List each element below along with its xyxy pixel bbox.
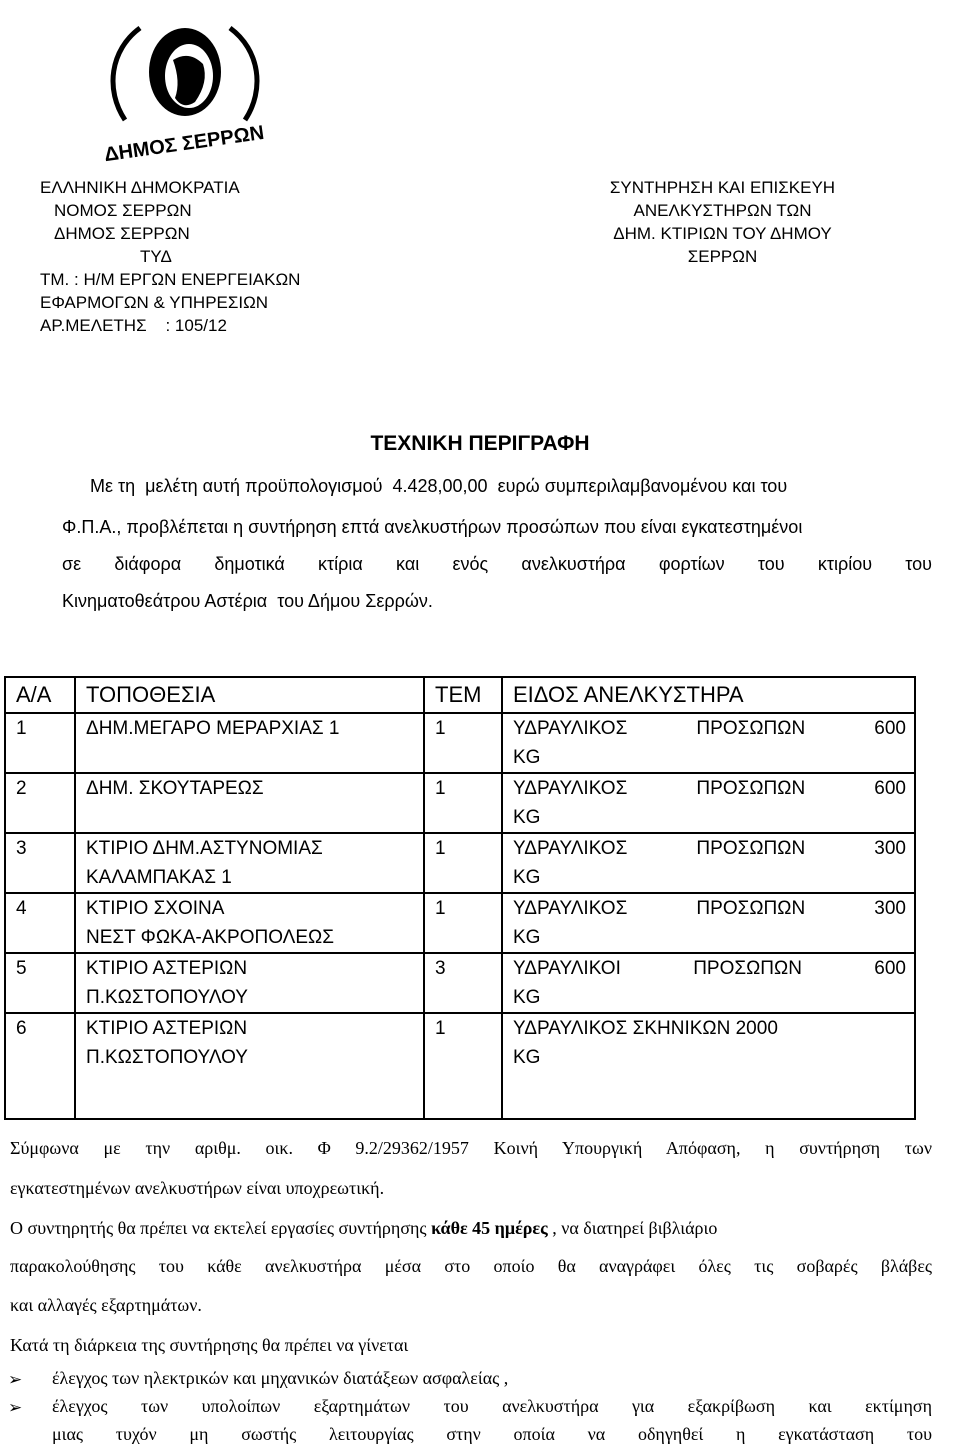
cell-quantity: 1 (424, 713, 502, 773)
cell-aa: 3 (5, 833, 75, 893)
table-row (5, 953, 915, 1013)
bullet-text: έλεγχος των υπολοίπων εξαρτημάτων του ανελκυστήρα για εξακρίβωση και εκτίμηση (52, 1396, 932, 1416)
cell-location (75, 893, 424, 953)
header-right-line: ΔΗΜ. ΚΤΙΡΙΩΝ ΤΟΥ ΔΗΜΟΥ (613, 224, 832, 243)
type-capacity: 300 (874, 898, 906, 919)
type-capacity: 300 (874, 838, 906, 859)
type-kind: ΥΔΡΑΥΛΙΚΟΣ (513, 898, 628, 919)
type-unit: KG (513, 807, 541, 828)
maintenance-paragraph-line: παρακολούθησης του κάθε ανελκυστήρα μέσα στο οποίο θα αναγράφει όλες τις σοβαρές βλάβες (10, 1256, 932, 1276)
col-header-quantity: ΤΕΜ (424, 677, 502, 713)
type-unit: KG (513, 867, 541, 888)
table-header-row (5, 677, 915, 713)
cell-type (502, 773, 915, 833)
elevators-table (4, 676, 916, 1120)
cell-quantity: 1 (424, 773, 502, 833)
header-right (580, 176, 865, 268)
logo-text: ΔΗΜΟΣ ΣΕΡΡΩΝ (102, 121, 266, 167)
type-capacity: 600 (874, 718, 906, 739)
legal-paragraph-line: εγκατεστημένων ανελκυστήρων είναι υποχρεωτική. (10, 1178, 385, 1198)
intro-line: Με τη μελέτη αυτή προϋπολογισμού 4.428,00,00 ευρώ συμπεριλαμβανομένου και του (90, 476, 788, 496)
header-left-line: ΕΛΛΗΝΙΚΗ ΔΗΜΟΚΡΑΤΙΑ (40, 178, 240, 197)
type-kind: ΥΔΡΑΥΛΙΚΟΣ (513, 718, 628, 739)
type-unit: KG (513, 747, 541, 768)
cell-location (75, 713, 424, 773)
cell-type (502, 713, 915, 773)
cell-quantity: 3 (424, 953, 502, 1013)
location-line: ΔΗΜ.ΜΕΓΑΡΟ ΜΕΡΑΡΧΙΑΣ 1 (86, 718, 340, 739)
intro-line: σε διάφορα δημοτικά κτίρια και ενός ανελκυστήρα φορτίων του κτιρίου του (62, 554, 932, 574)
type-use: ΠΡΟΣΩΠΩΝ (693, 958, 802, 979)
arrow-bullet-icon: ➢ (8, 1398, 23, 1418)
header-left-line: ΤΜ. : Η/Μ ΕΡΓΩΝ ΕΝΕΡΓΕΙΑΚΩΝ (40, 270, 301, 289)
header-right-line: ΣΥΝΤΗΡΗΣΗ ΚΑΙ ΕΠΙΣΚΕΥΗ (609, 178, 836, 197)
location-line: ΚΤΙΡΙΟ ΔΗΜ.ΑΣΤΥΝΟΜΙΑΣ (86, 838, 323, 859)
type-unit: KG (513, 1047, 541, 1068)
cell-aa: 2 (5, 773, 75, 833)
table-row (5, 833, 915, 893)
type-kind: ΥΔΡΑΥΛΙΚΟΙ (513, 958, 621, 979)
header-left-line: ΑΡ.ΜΕΛΕΤΗΣ : 105/12 (40, 316, 227, 335)
type-use: ΠΡΟΣΩΠΩΝ (696, 898, 806, 919)
cell-type (502, 893, 915, 953)
cell-location (75, 833, 424, 893)
maintenance-paragraph-line (10, 1218, 932, 1239)
location-line: Π.ΚΩΣΤΟΠΟΥΛΟΥ (86, 987, 248, 1008)
cell-quantity: 1 (424, 893, 502, 953)
location-line: ΚΤΙΡΙΟ ΑΣΤΕΡΙΩΝ (86, 958, 248, 979)
type-use: ΠΡΟΣΩΠΩΝ (696, 778, 806, 799)
type-kind: ΥΔΡΑΥΛΙΚΟΣ ΣΚΗΝΙΚΩΝ 2000 (513, 1018, 778, 1039)
maintenance-paragraph-line: και αλλαγές εξαρτημάτων. (10, 1295, 202, 1315)
page-title: ΤΕΧΝΙΚΗ ΠΕΡΙΓΡΑΦΗ (370, 432, 590, 455)
bullet-text: μιας τυχόν μη σωστής λειτουργίας στην οποία να οδηγηθεί η εγκατάσταση του (52, 1424, 932, 1444)
cell-aa: 5 (5, 953, 75, 1013)
arrow-bullet-icon: ➢ (8, 1370, 23, 1390)
location-line: ΚΤΙΡΙΟ ΑΣΤΕΡΙΩΝ (86, 1018, 248, 1039)
header-left-line: ΤΥΔ (140, 247, 172, 266)
cell-quantity: 1 (424, 1013, 502, 1119)
maintenance-text: , να διατηρεί βιβλιάριο (547, 1218, 718, 1238)
header-left (40, 176, 300, 337)
header-right-line: ΑΝΕΛΚΥΣΤΗΡΩΝ ΤΩΝ (633, 201, 812, 220)
header-left-line: ΕΦΑΡΜΟΓΩΝ & ΥΠΗΡΕΣΙΩΝ (40, 293, 269, 312)
table-row (5, 713, 915, 773)
bullet-text: έλεγχος των ηλεκτρικών και μηχανικών διατάξεων ασφαλείας , (52, 1368, 509, 1388)
municipality-logo (85, 10, 285, 168)
type-unit: KG (513, 927, 541, 948)
location-line: ΚΑΛΑΜΠΑΚΑΣ 1 (86, 867, 232, 888)
type-unit: KG (513, 987, 541, 1008)
type-capacity: 600 (874, 778, 906, 799)
cell-location (75, 773, 424, 833)
cell-aa: 6 (5, 1013, 75, 1119)
table-row (5, 893, 915, 953)
legal-paragraph-line: Σύμφωνα με την αριθμ. οικ. Φ 9.2/29362/1957 Κοινή Υπουργική Απόφαση, η συντήρηση των (10, 1138, 932, 1158)
cell-aa: 4 (5, 893, 75, 953)
header-right-line: ΣΕΡΡΩΝ (687, 247, 758, 266)
location-line: ΚΤΙΡΙΟ ΣΧΟΙΝΑ (86, 898, 225, 919)
cell-location (75, 953, 424, 1013)
type-use: ΠΡΟΣΩΠΩΝ (696, 718, 806, 739)
intro-line: Κινηματοθεάτρου Αστέρια του Δήμου Σερρών. (62, 591, 433, 611)
cell-aa: 1 (5, 713, 75, 773)
maintenance-interval: κάθε 45 ημέρες (431, 1218, 548, 1238)
location-line: ΔΗΜ. ΣΚΟΥΤΑΡΕΩΣ (86, 778, 264, 799)
cell-location (75, 1013, 424, 1119)
header-left-line: ΝΟΜΟΣ ΣΕΡΡΩΝ (54, 201, 192, 220)
location-line: Π.ΚΩΣΤΟΠΟΥΛΟΥ (86, 1047, 248, 1068)
head-profile-icon (149, 28, 221, 116)
type-capacity: 600 (874, 958, 906, 979)
type-kind: ΥΔΡΑΥΛΙΚΟΣ (513, 778, 628, 799)
col-header-type: ΕΙΔΟΣ ΑΝΕΛΚΥΣΤΗΡΑ (502, 677, 915, 713)
col-header-location: ΤΟΠΟΘΕΣΙΑ (75, 677, 424, 713)
type-use: ΠΡΟΣΩΠΩΝ (696, 838, 806, 859)
header-left-line: ΔΗΜΟΣ ΣΕΡΡΩΝ (54, 224, 190, 243)
table-row (5, 773, 915, 833)
maintenance-text: Ο συντηρητής θα πρέπει να εκτελεί εργασίες συντήρησης (10, 1218, 432, 1238)
cell-type (502, 953, 915, 1013)
cell-type (502, 833, 915, 893)
intro-line: Φ.Π.Α., προβλέπεται η συντήρηση επτά ανελκυστήρων προσώπων που είναι εγκατεστημένοι (62, 517, 803, 537)
location-line: ΝΕΣΤ ΦΩΚΑ-ΑΚΡΟΠΟΛΕΩΣ (86, 927, 334, 948)
type-kind: ΥΔΡΑΥΛΙΚΟΣ (513, 838, 628, 859)
table-row (5, 1013, 915, 1119)
cell-quantity: 1 (424, 833, 502, 893)
col-header-aa: Α/Α (5, 677, 75, 713)
cell-type (502, 1013, 915, 1119)
checks-intro: Κατά τη διάρκεια της συντήρησης θα πρέπει να γίνεται (10, 1335, 409, 1355)
